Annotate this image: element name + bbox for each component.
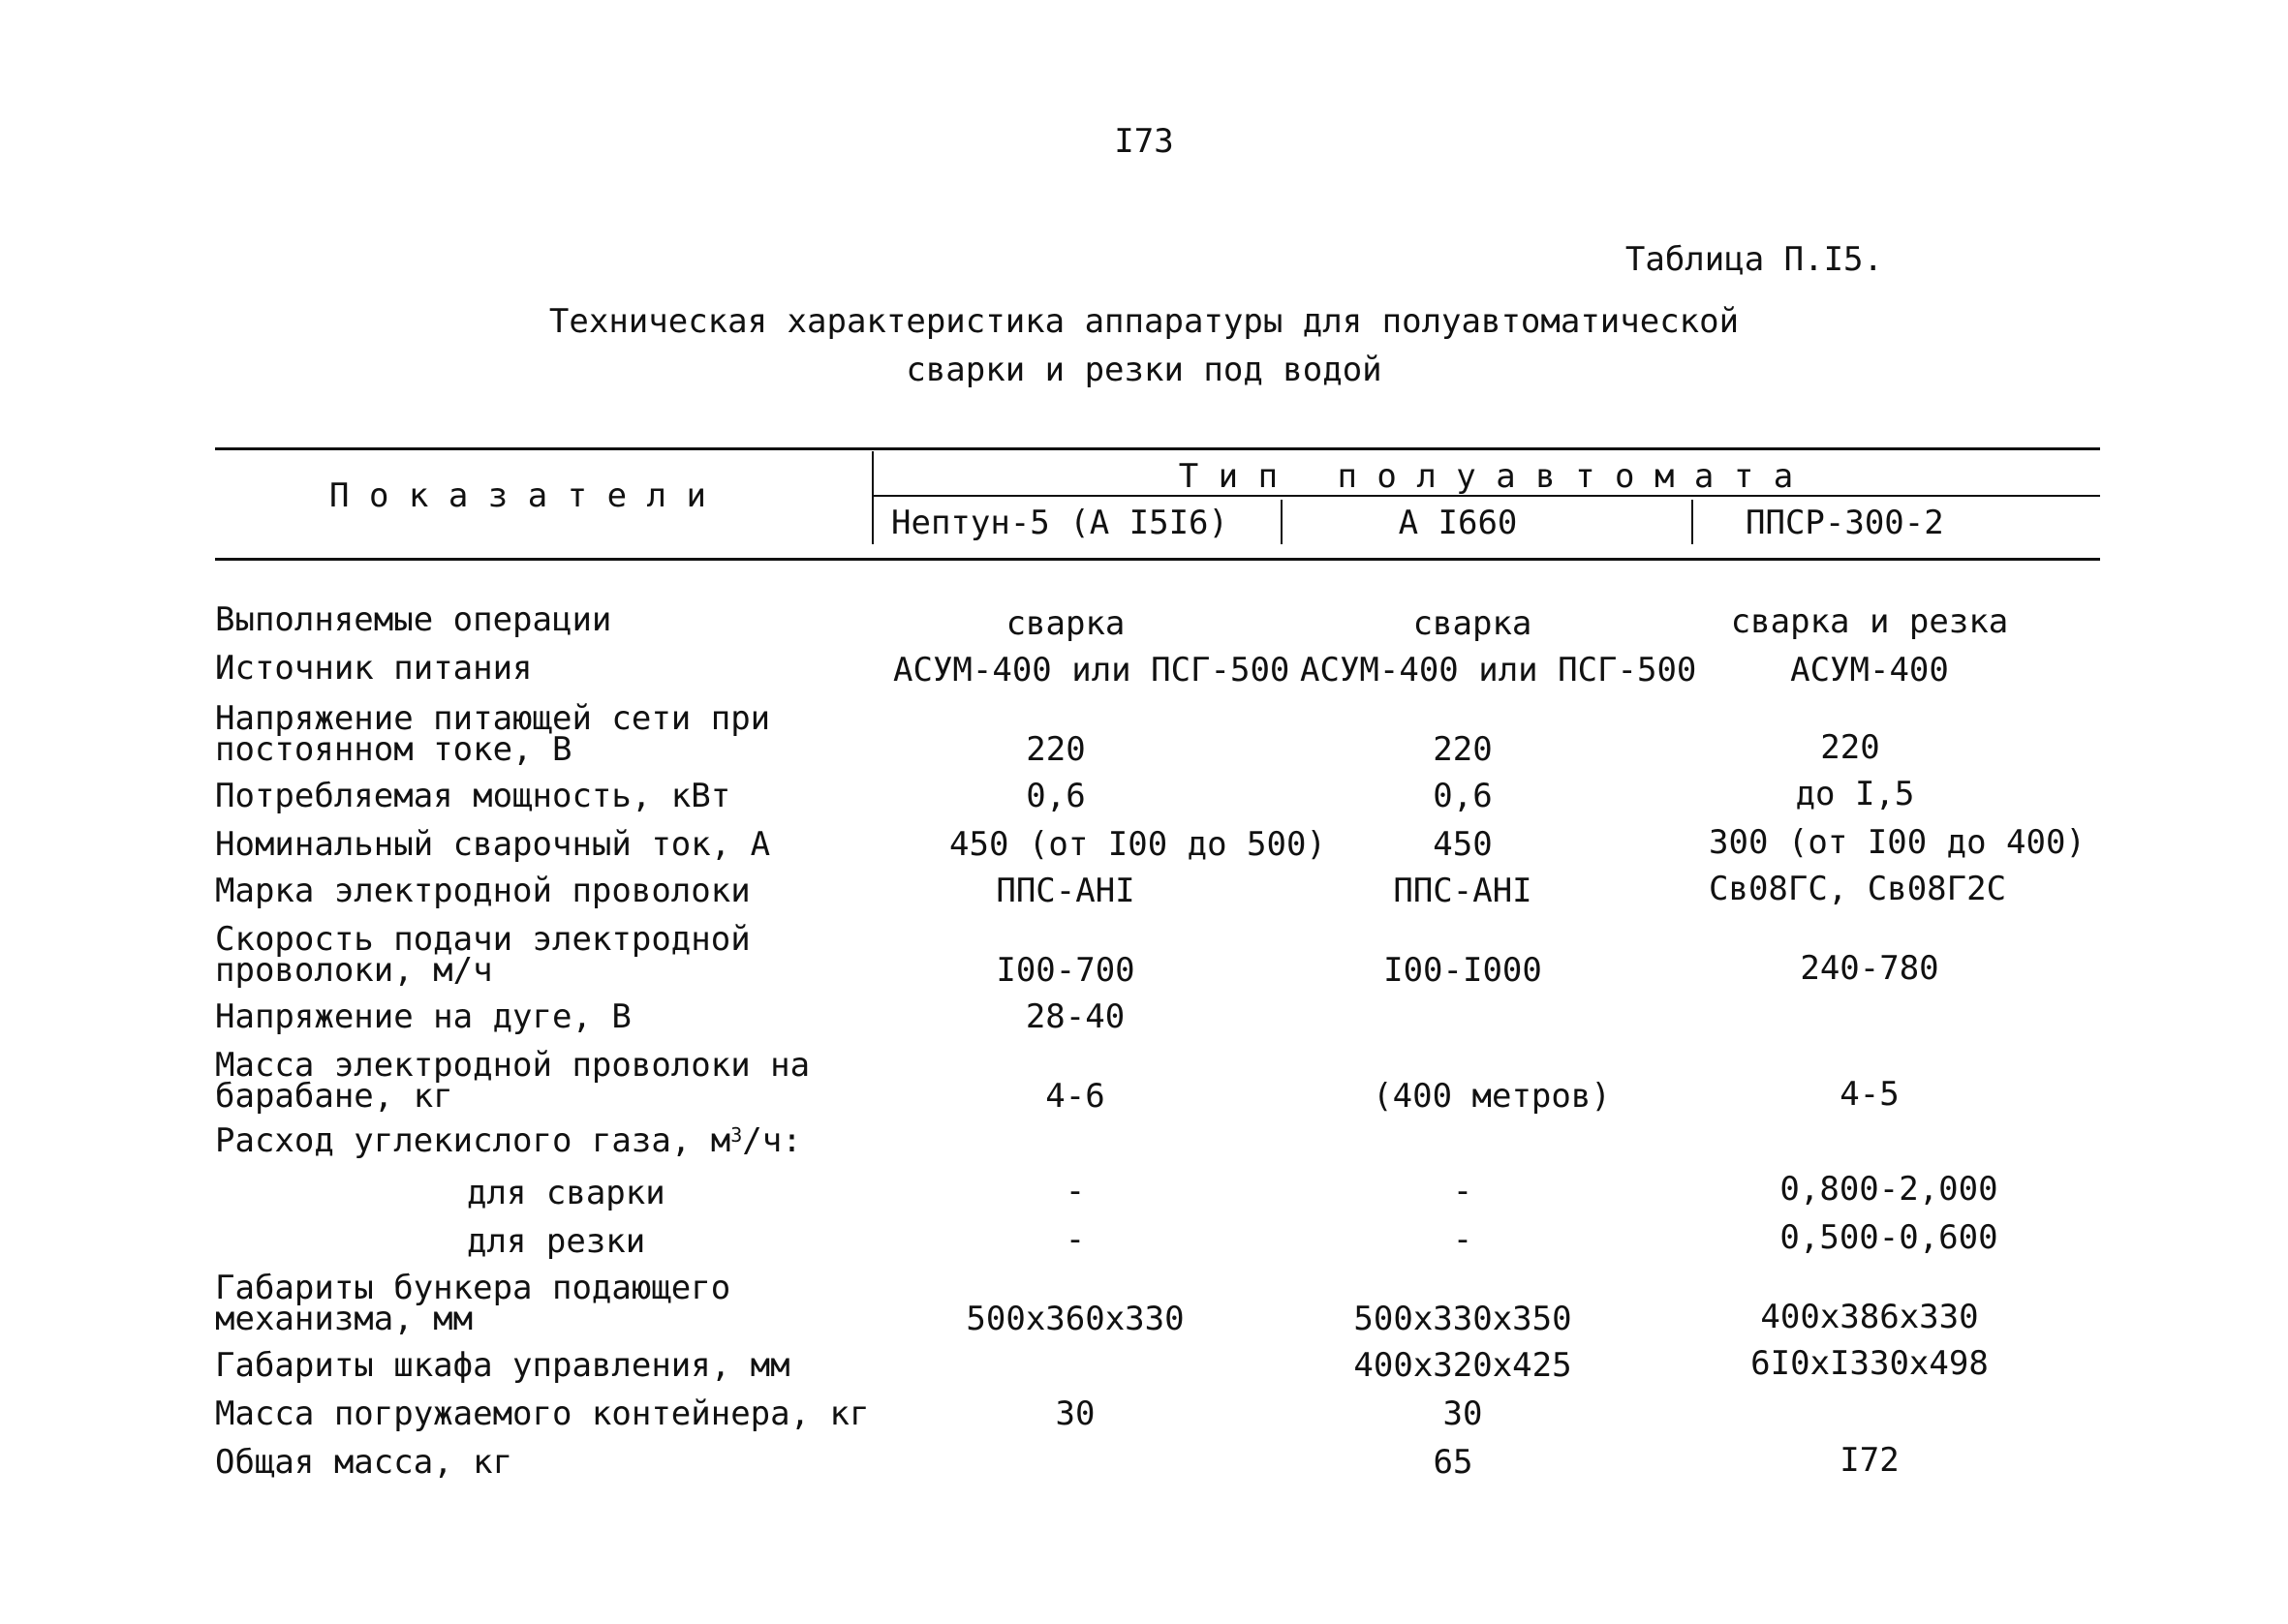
row-wire-mass-col2: (400 метров) [1373,1077,1611,1116]
row-mains-voltage-col3: 220 [1820,728,1880,767]
row-label-wire-mass-1: Масса электродной проволоки на [215,1046,811,1085]
row-label-arc-voltage: Напряжение на дуге, В [215,997,632,1036]
row-welding-current-col3: 300 (от I00 до 400) [1709,823,2086,862]
row-label-power-consumption: Потребляемая мощность, кВт [215,777,731,815]
row-wire-feed-col3: 240-780 [1800,949,1939,988]
row-arc-voltage-col1: 28-40 [1025,997,1126,1036]
row-for-welding-col1: - [1065,1172,1086,1210]
row-for-welding-col3: 0,800-2,000 [1779,1170,1998,1209]
row-hopper-dims-col2: 500x330x350 [1353,1300,1572,1338]
row-label-co2-consumption [215,1121,802,1160]
row-label-for-welding: для сварки [467,1174,665,1212]
row-label-welding-current: Номинальный сварочный ток, А [215,825,771,864]
row-wire-mass-col1: 4-6 [1045,1077,1105,1116]
row-operations-col3: сварка и резка [1730,602,2009,641]
row-mains-voltage-col1: 220 [1026,730,1086,769]
row-power-source-col2: АСУМ-400 или ПСГ-500 [1300,651,1697,689]
header-bottom-rule [215,558,2100,561]
row-welding-current-col2: 450 [1433,825,1493,864]
row-mains-voltage-col2: 220 [1433,730,1493,769]
row-for-cutting-col1: - [1065,1220,1086,1259]
row-label-hopper-dims-1: Габариты бункера подающего [215,1269,731,1307]
row-label-wire-feed-2: проволоки, м/ч [215,951,493,990]
row-total-mass-col3: I72 [1840,1441,1900,1480]
row-wire-feed-col2: I00-I000 [1383,951,1542,990]
co2-label-text: Расход углекислого газа, м [215,1121,731,1160]
co2-label-superscript: 3 [730,1123,743,1147]
row-wire-grade-col1: ППС-АНI [996,872,1135,910]
table-title-line-2: сварки и резки под водой [906,351,1382,389]
header-type-group: Т и п п о л у а в т о м а т а [1178,457,1794,496]
row-cabinet-dims-col3: 6I0xI330x498 [1750,1344,1989,1383]
row-container-mass-col2: 30 [1442,1394,1483,1433]
row-label-wire-feed-1: Скорость подачи электродной [215,920,751,959]
header-col-neptun: Нептун-5 (А I5I6) [891,504,1228,542]
row-label-wire-grade: Марка электродной проволоки [215,872,751,910]
header-col-a1660: А I660 [1398,504,1518,542]
row-total-mass-col2: 65 [1433,1443,1473,1482]
header-divider-3 [1691,500,1693,544]
row-cabinet-dims-col2: 400x320x425 [1353,1346,1572,1385]
row-label-hopper-dims-2: механизма, мм [215,1300,474,1338]
table-title-line-1: Техническая характеристика аппаратуры для полуавтоматической [548,302,1740,341]
row-hopper-dims-col3: 400x386x330 [1760,1298,1979,1336]
row-label-mains-voltage-1: Напряжение питающей сети при [215,699,771,738]
row-power-consumption-col3: до I,5 [1795,775,1915,813]
row-for-cutting-col2: - [1452,1220,1473,1259]
row-for-cutting-col3: 0,500-0,600 [1779,1218,1998,1257]
table-top-rule [215,447,2100,450]
row-power-source-col1: АСУМ-400 или ПСГ-500 [893,651,1290,689]
row-power-consumption-col1: 0,6 [1026,777,1086,815]
row-power-consumption-col2: 0,6 [1433,777,1493,815]
row-label-wire-mass-2: барабане, кг [215,1077,453,1116]
row-label-total-mass: Общая масса, кг [215,1443,513,1482]
header-col-ppsr: ППСР-300-2 [1746,504,1944,542]
row-label-for-cutting: для резки [467,1222,646,1261]
row-operations-col2: сварка [1412,604,1532,643]
row-label-cabinet-dims: Габариты шкафа управления, мм [215,1346,790,1385]
row-label-mains-voltage-2: постоянном токе, В [215,730,572,769]
table-label: Таблица П.I5. [1624,240,1883,279]
row-wire-grade-col2: ППС-АНI [1393,872,1532,910]
row-hopper-dims-col1: 500x360x330 [966,1300,1185,1338]
row-label-operations: Выполняемые операции [215,600,612,639]
row-container-mass-col1: 30 [1055,1394,1096,1433]
row-label-power-source: Источник питания [215,649,533,688]
row-label-container-mass: Масса погружаемого контейнера, кг [215,1394,870,1433]
row-wire-feed-col1: I00-700 [996,951,1135,990]
row-power-source-col3: АСУМ-400 [1790,651,1949,689]
co2-label-tail: /ч: [742,1121,802,1160]
page-number: I73 [1114,122,1174,161]
row-operations-col1: сварка [1005,604,1126,643]
row-wire-grade-col3: Св08ГС, Св08Г2С [1709,870,2007,908]
header-divider-2 [1281,500,1283,544]
row-wire-mass-col3: 4-5 [1840,1075,1900,1114]
row-for-welding-col2: - [1452,1172,1473,1210]
header-indicators: П о к а з а т е л и [329,476,706,515]
row-welding-current-col1: 450 (от I00 до 500) [949,825,1326,864]
